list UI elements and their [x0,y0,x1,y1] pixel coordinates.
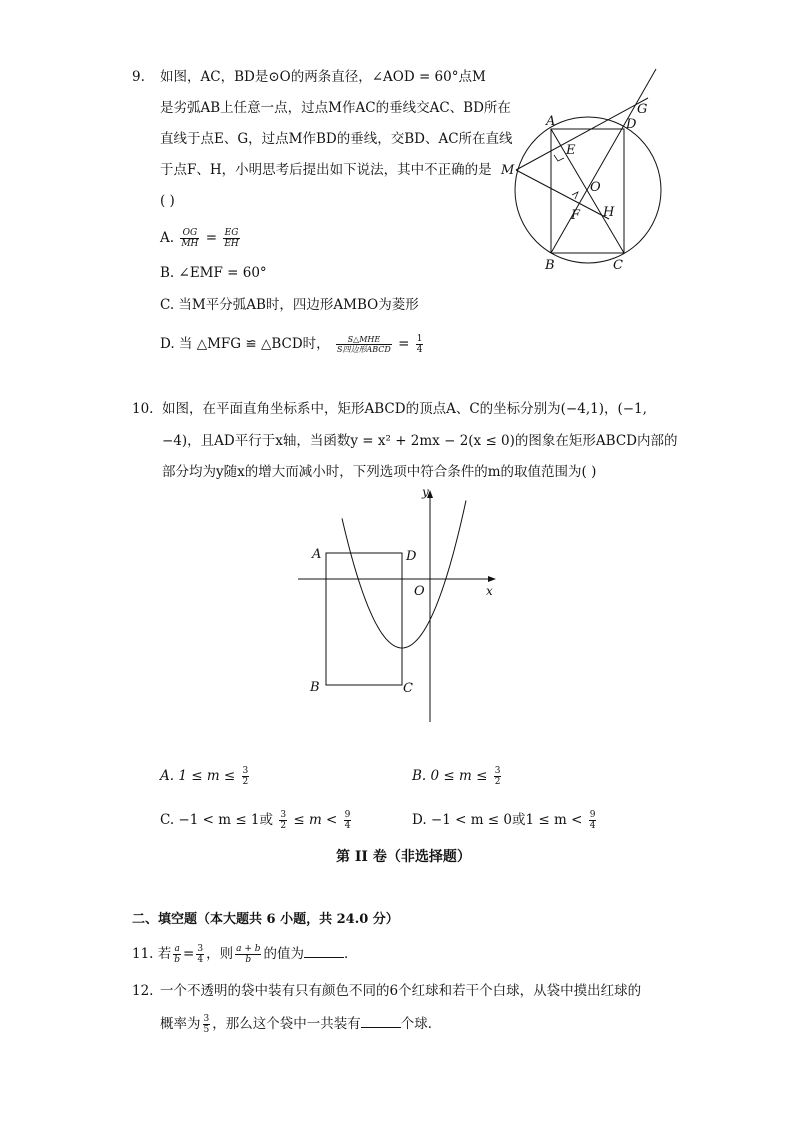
q9-number: 9. [132,69,145,85]
q9-answer-paren: ( ) [160,193,175,209]
q10-line-1: 如图，在平面直角坐标系中，矩形ABCD的顶点A、C的坐标分别为(−4,1)，(−1, [162,401,647,417]
q9-option-d-area-ratio: $\frac{\text{S△MHE}}{\text{S四边形ABCD}}$ [336,335,391,354]
q10-option-d-fraction: $\frac{9}{4}$ [589,810,596,831]
q9-option-a-equals: = [205,230,218,246]
q11 [132,944,357,965]
q10-option-c-fraction-2: $\frac{9}{4}$ [344,810,351,831]
label-f: F [571,208,581,223]
line-mg [516,98,648,170]
q11-fraction-ab-b: $\frac{a + b}{b}$ [236,944,261,965]
q12-line-2-middle: ，那么这个袋中一共装有 [212,1016,361,1032]
q11-end: ． [343,946,358,962]
q9-option-d [160,334,425,355]
q11-prefix: 若 [157,946,172,962]
label-origin: O [414,584,425,599]
q12-fraction: $\frac{3}{5}$ [203,1014,210,1035]
line-bd-extended [551,69,656,253]
label-h: H [603,205,615,220]
section-2-title: 二、填空题（本大题共 6 小题，共 24.0 分） [132,912,399,927]
q12-line-2-prefix: 概率为 [160,1016,201,1032]
label-b: B [545,258,555,273]
label-a: A [546,114,556,129]
label-e: E [566,143,576,158]
q9-option-d-text: D. 当 △MFG ≌ △BCD时， [160,336,330,352]
label-x-axis: x [486,584,493,598]
label-d: D [626,117,637,132]
q9-option-c: C. 当M平分弧AB时，四边形AMBO为菱形 [160,297,419,313]
q11-fraction-a-b: $\frac{a}{b}$ [174,944,181,965]
q11-suffix: 的值为 [263,946,304,962]
circle-o [515,117,661,263]
q10-option-a [160,766,251,787]
q10-option-b [412,766,503,787]
label-m: M [501,163,515,178]
q9-option-a-fraction-2: $\frac{EG}{EH}$ [224,228,239,249]
label-d: D [406,549,417,564]
part-2-title: 第 II 卷（非选择题） [336,849,471,865]
right-angle-f [572,192,578,199]
q12-line-1: 一个不透明的袋中装有只有颜色不同的6个红球和若干个白球，从袋中摸出红球的 [160,983,642,999]
label-g: G [637,102,648,117]
q10-coordinate-figure [294,482,504,724]
q9-option-d-quarter: $\frac{1}{4}$ [416,334,423,355]
parabola-curve [342,501,466,649]
q12-line-2-suffix: 个球． [400,1016,442,1032]
q11-answer-blank[interactable] [304,945,344,958]
q9-option-a-fraction-1: $\frac{OG}{MH}$ [181,228,199,249]
label-b: B [310,680,320,695]
q10-option-d [412,810,598,831]
q9-line-2: 是劣弧AB上任意一点，过点M作AC的垂线交AC、BD所在 [160,100,511,116]
q10-line-3: 部分均为y随x的增大而减小时，下列选项中符合条件的m的取值范围为( ) [162,464,597,480]
q9-line-4: 于点F、H，小明思考后提出如下说法，其中不正确的是 [160,162,492,178]
q10-option-c-middle: ≤ m < [293,812,338,828]
q10-option-c-fraction-1: $\frac{3}{2}$ [280,810,287,831]
q10-number: 10. [132,401,154,417]
q9-line-1: 如图，AC，BD是⊙O的两条直径，∠AOD = 60°点M [160,69,486,85]
q11-middle: ，则 [206,946,234,962]
q11-fraction-3-4: $\frac{3}{4}$ [197,944,204,965]
q10-option-a-fraction: $\frac{3}{2}$ [242,766,249,787]
q12-answer-blank[interactable] [361,1015,401,1028]
q9-circle-figure [496,66,670,280]
q9-option-a [160,228,242,249]
label-a: A [312,547,322,562]
q9-option-a-label: A. [160,230,175,246]
q9-option-d-equals: = [398,336,410,352]
q10-line-2: −4)，且AD平行于x轴，当函数y = x² + 2mx − 2(x ≤ 0)的图象在矩形ABCD内部的 [162,433,678,449]
q11-number: 11. [132,946,154,962]
q12-line-2 [160,1014,441,1035]
q12-number: 12. [132,983,154,999]
q10-option-b-fraction: $\frac{3}{2}$ [494,766,501,787]
q9-option-b: B. ∠EMF = 60° [160,265,267,281]
rectangle-abcd [326,553,402,685]
q10-option-b-text: B. 0 ≤ m ≤ [412,768,488,784]
label-c: C [403,681,413,696]
q11-equals: = [183,946,195,962]
label-o: O [590,180,601,195]
label-c: C [613,258,623,273]
q10-option-a-text: A. 1 ≤ m ≤ [160,768,236,784]
q10-option-d-text: D. −1 < m ≤ 0或1 ≤ m < [412,812,583,828]
q10-option-c-text: C. −1 < m ≤ 1或 [160,812,274,828]
x-axis-arrow [488,576,496,582]
q10-option-c [160,810,353,831]
label-y-axis: y [422,485,429,499]
q9-line-3: 直线于点E、G，过点M作BD的垂线，交BD、AC所在直线 [160,131,513,147]
right-angle-e [554,155,564,161]
